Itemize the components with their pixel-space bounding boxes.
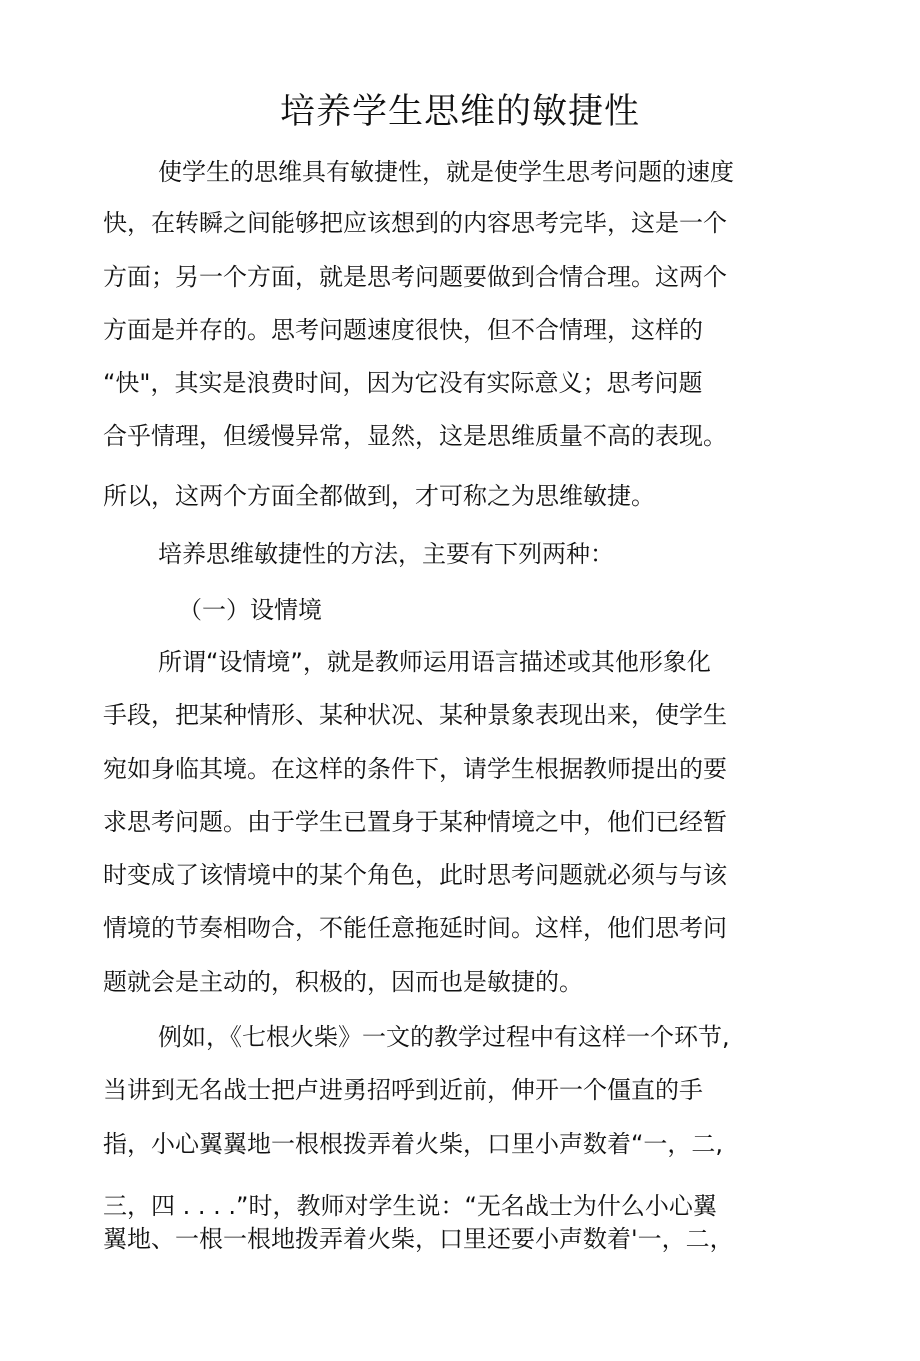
paragraph-line: 题就会是主动的，积极的，因而也是敏捷的。 xyxy=(103,968,583,996)
paragraph-line: 指，小心翼翼地一根根拨弄着火柴，口里小声数着“一，二, xyxy=(103,1130,724,1158)
paragraph-line: 合乎情理，但缓慢异常，显然，这是思维质量不高的表现。 xyxy=(103,422,727,450)
paragraph-line: 快，在转瞬之间能够把应该想到的内容思考完毕，这是一个 xyxy=(103,209,727,237)
paragraph-line: 当讲到无名战士把卢进勇招呼到近前，伸开一个僵直的手 xyxy=(103,1076,703,1104)
paragraph-line: 三，四 . . . .”时，教师对学生说：“无名战士为什么小心翼 xyxy=(103,1192,717,1220)
paragraph-line: 所谓“设情境”，就是教师运用语言描述或其他形象化 xyxy=(158,648,711,676)
paragraph-line: 时变成了该情境中的某个角色，此时思考问题就必须与与该 xyxy=(103,861,727,889)
paragraph-line: 例如，《七根火柴》一文的教学过程中有这样一个环节, xyxy=(158,1023,730,1051)
section-heading: （一）设情境 xyxy=(178,596,322,624)
document-title: 培养学生思维的敏捷性 xyxy=(279,92,640,132)
paragraph-line: 手段，把某种情形、某种状况、某种景象表现出来，使学生 xyxy=(103,701,727,729)
paragraph-line: 翼地、一根一根地拨弄着火柴，口里还要小声数着'一，二， xyxy=(103,1225,734,1253)
paragraph-line: “快"，其实是浪费时间，因为它没有实际意义；思考问题 xyxy=(103,369,703,397)
paragraph-line: 所以，这两个方面全都做到，才可称之为思维敏捷。 xyxy=(103,482,655,510)
paragraph-line: 求思考问题。由于学生已置身于某种情境之中，他们已经暂 xyxy=(103,808,727,836)
paragraph-line: 情境的节奏相吻合，不能任意拖延时间。这样，他们思考问 xyxy=(103,914,727,942)
paragraph-line: 方面是并存的。思考问题速度很快，但不合情理，这样的 xyxy=(103,316,703,344)
paragraph-line: 使学生的思维具有敏捷性，就是使学生思考问题的速度 xyxy=(158,158,734,186)
paragraph-line: 方面；另一个方面，就是思考问题要做到合情合理。这两个 xyxy=(103,263,727,291)
paragraph-line: 宛如身临其境。在这样的条件下，请学生根据教师提出的要 xyxy=(103,755,727,783)
paragraph-line: 培养思维敏捷性的方法，主要有下列两种： xyxy=(158,540,614,568)
